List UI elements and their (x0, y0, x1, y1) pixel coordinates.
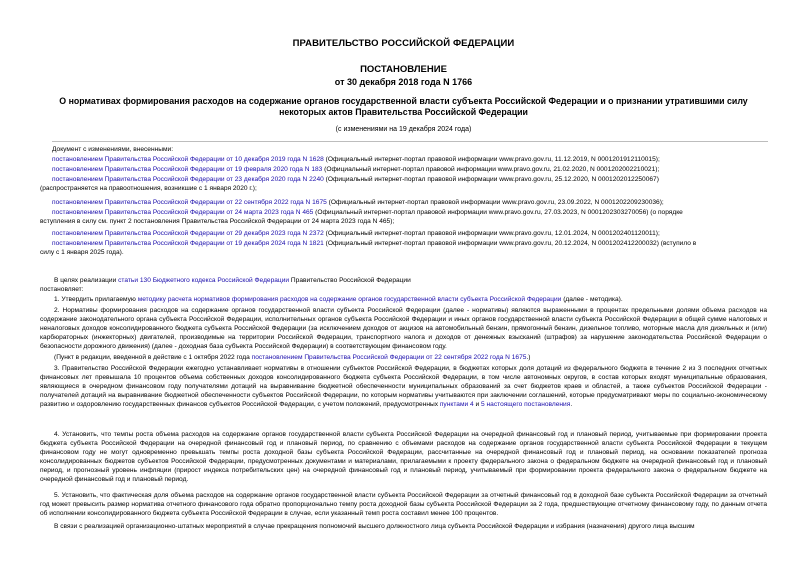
change-item: постановлением Правительства Российской Федерации от 24 марта 2023 года N 465 (Официальный интернет-портал правовой информации www.pravo.gov.ru, 27.03.2023, N 0001202303270056) (о порядке (52, 209, 683, 216)
change-item-continuation: вступления в силу см. пункт 2 постановления Правительства Российской Федерации от 24 марта 2023 года N 465); (40, 218, 395, 225)
change-item: постановлением Правительства Российской Федерации от 10 декабря 2019 года N 1628 (Официальный интернет-портал правовой информации www.pravo.gov.ru, 11.12.2019, N 0001201912110015); (52, 156, 660, 163)
change-item-continuation: силу с 1 января 2025 года). (40, 249, 124, 256)
amendment-link[interactable]: постановлением Правительства Российской Федерации от 22 сентября 2022 года N 1675 (251, 354, 527, 361)
document-title: О нормативах формирования расходов на содержание органов государственной власти субъекта Российской Федерации и о признании утратившими силу некоторых актов Правительства Российской Федерации (59, 96, 748, 117)
budget-code-link[interactable]: статьи 130 Бюджетного кодекса Российской Федерации (118, 277, 290, 284)
change-item: постановлением Правительства Российской Федерации от 19 декабря 2024 года N 1821 (Официальный интернет-портал правовой информации www.pravo.gov.ru, 20.12.2024, N 0001202412200032) (вступило в (52, 240, 697, 247)
preamble: В целях реализации статьи 130 Бюджетного кодекса Российской Федерации Правительство Российской Федерации (54, 277, 411, 284)
document-date-number: от 30 декабря 2018 года N 1766 (334, 77, 473, 87)
change-link[interactable]: постановлением Правительства Российской Федерации от 24 марта 2023 года N 465 (52, 209, 314, 216)
change-link[interactable]: постановлением Правительства Российской Федерации от 29 декабря 2023 года N 2372 (52, 230, 324, 237)
paragraph-6: В связи с реализацией организационно-штатных мероприятий в случае прекращения полномочий высшего должностного лица субъекта Российской Федерации и избрания (назначения) другого лица высшим (54, 523, 695, 530)
decree-word: постановляет: (40, 286, 84, 293)
paragraph-1: 1. Утвердить прилагаемую методику расчета нормативов формирования расходов на содержание органов государственной власти субъекта Российской Федерации (далее - методика). (54, 296, 623, 303)
clause-4-link[interactable]: пунктами 4 (439, 400, 474, 408)
revision-note: (с изменениями на 19 декабря 2024 года) (335, 126, 472, 133)
change-link[interactable]: постановлением Правительства Российской Федерации от 22 сентября 2022 года N 1675 (52, 199, 327, 206)
changes-intro: Документ с изменениями, внесенными: (52, 146, 174, 153)
document-type: ПОСТАНОВЛЕНИЕ (360, 64, 447, 75)
paragraph-2-note: (Пункт в редакции, введенной в действие с 1 октября 2022 года постановлением Правительства Российской Федерации от 22 сентября 2022 года N 1675.) (54, 354, 531, 361)
change-link[interactable]: постановлением Правительства Российской Федерации от 23 декабря 2020 года N 2240 (52, 176, 324, 183)
paragraph-2: 2. Нормативы формирования расходов на содержание органов государственной власти субъекта Российской Федерации (далее - нормативы) являются выраженными в процентах предельными долями объема расходов на содержание законодательного органа субъекта Российской Федерации, исполнительных органов субъекта Российской Федерации и иных органов государственной власти субъекта Российской Федерации в общей сумме налоговых и неналоговых доходов консолидированного бюджета субъекта Российской Федерации (за исключением доходов от акцизов на автомобильный бензин, прямогонный бензин, дизельное топливо, моторные масла для дизельных и (или) карбюраторных (инжекторных) двигателей, производимые на территории Российской Федерации, транспортного налога и доходов от денежных взысканий (штрафов) за нарушение законодательства Российской Федерации о безопасности дорожного движения) (далее - доходная база субъекта Российской Федерации) в соответствующем финансовом году. (40, 307, 767, 350)
methodology-link[interactable]: методику расчета нормативов формирования расходов на содержание органов государственной власти субъекта Российской Федерации (137, 296, 562, 303)
change-item: постановлением Правительства Российской Федерации от 29 декабря 2023 года N 2372 (Официальный интернет-портал правовой информации www.pravo.gov.ru, 12.01.2024, N 0001202401120011); (52, 230, 660, 237)
change-link[interactable]: постановлением Правительства Российской Федерации от 19 февраля 2020 года N 183 (52, 166, 323, 173)
change-item: постановлением Правительства Российской Федерации от 22 сентября 2022 года N 1675 (Официальный интернет-портал правовой информации www.pravo.gov.ru, 23.09.2022, N 0001202209230036); (52, 199, 664, 206)
change-link[interactable]: постановлением Правительства Российской Федерации от 10 декабря 2019 года N 1628 (52, 156, 324, 163)
changes-box (40, 141, 768, 262)
paragraph-3: 3. Правительство Российской Федерации ежегодно устанавливает нормативы в отношении субъектов Российской Федерации, в бюджетах которых доля дотаций из федерального бюджета в течение 2 из 3 последних отчетных финансовых лет превышала 10 процентов объема собственных доходов консолидированного бюджета субъекта Российской Федерации, в том числе автономных округов, в состав которых входят муниципальные образования, являющиеся в очередном финансовом году получателями дотаций на выравнивание бюджетной обеспеченности муниципальных образований за счет бюджетов краев и областей, а также субъектов Российской Федерации - получателей дотаций на выравнивание бюджетной обеспеченности субъектов Российской Федерации, по которым нормативы учитываются при заключении соглашений, которые предусматривают меры по социально-экономическому развитию и оздоровлению государственных финансов субъектов Российской Федерации, с учетом положений, предусмотренных пунктами 4 и 5 настоящего постановления. (40, 365, 767, 408)
change-link[interactable]: постановлением Правительства Российской Федерации от 19 декабря 2024 года N 1821 (52, 240, 324, 247)
clause-5-link[interactable]: 5 настоящего постановления (481, 400, 571, 408)
paragraph-5: 5. Установить, что фактическая доля объема расходов на содержание органов государственной власти субъекта Российской Федерации за отчетный финансовый год в доходной базе субъекта Российской Федерации за отчетный год может превысить размер норматива отчетного финансового года обратно пропорционально темпу роста доходной базы субъекта Российской Федерации за 2 года, предшествующие отчетному финансовому году, по данным отчета об исполнении консолидированного бюджета субъекта Российской Федерации в случае, если указанный темп роста составил менее 100 процентов. (40, 492, 767, 517)
issuing-authority: ПРАВИТЕЛЬСТВО РОССИЙСКОЙ ФЕДЕРАЦИИ (292, 38, 515, 49)
paragraph-4: 4. Установить, что темпы роста объема расходов на содержание органов государственной власти субъекта Российской Федерации на очередной финансовый год и плановый период, учитываемые при формировании проекта бюджета субъекта Российской Федерации на очередной финансовый год и плановый период, по сравнению с объемами расходов на содержание органов государственной власти субъекта Российской Федерации в текущем финансовом году не могут одновременно превышать темпы роста доходной базы субъекта Российской Федерации, рассчитанные на очередной финансовый год и плановый период, на основании показателей прогноза консолидированных бюджетов субъектов Российской Федерации, предусмотренных документами и материалами, прилагаемыми к проекту федерального закона о федеральном бюджете на очередной финансовый год и плановый период, и прогнозный уровень инфляции (прирост индекса потребительских цен) на очередной финансовый год и плановый период, учитываемый при формировании проекта федерального закона о федеральном бюджете на очередной финансовый год и плановый период. (40, 431, 767, 483)
change-item-continuation: (распространяется на правоотношения, возникшие с 1 января 2020 г.); (40, 185, 257, 192)
change-item: постановлением Правительства Российской Федерации от 19 февраля 2020 года N 183 (Официальный интернет-портал правовой информации www.pravo.gov.ru, 21.02.2020, N 0001202002210021); (52, 166, 660, 173)
change-item: постановлением Правительства Российской Федерации от 23 декабря 2020 года N 2240 (Официальный интернет-портал правовой информации www.pravo.gov.ru, 25.12.2020, N 0001202012250067) (52, 176, 659, 183)
